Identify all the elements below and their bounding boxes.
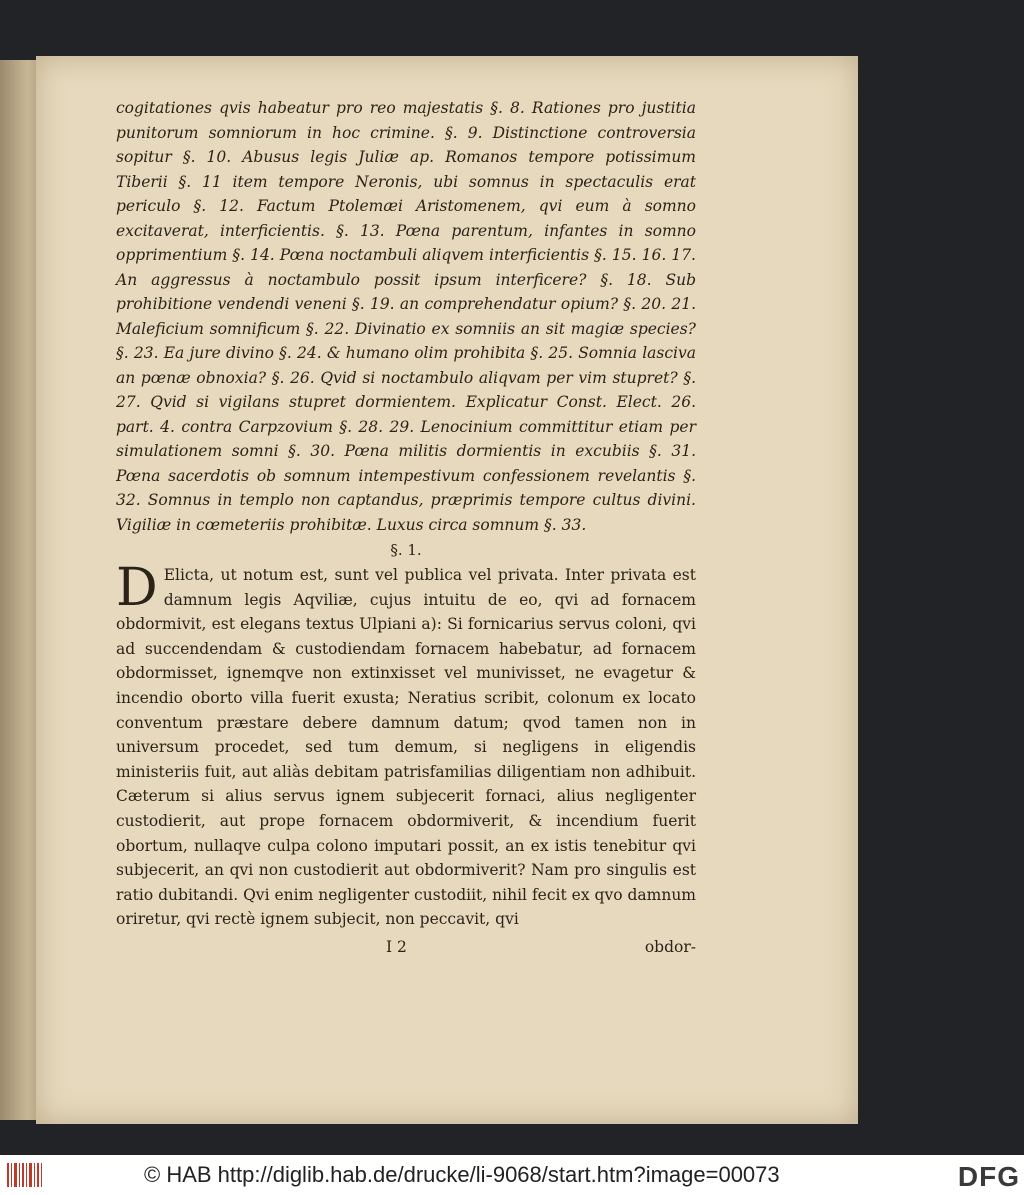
barcode-icon — [6, 1161, 46, 1189]
section-mark: §. 1. — [390, 541, 422, 559]
page-foot — [116, 938, 696, 964]
body-paragraph — [116, 558, 696, 932]
chapter-summary: cogitationes qvis habeatur pro reo majestatis §. 8. Rationes pro justitia punitorum somniorum in hoc crimine. §. 9. Distinctione controversia sopitur §. 10. Abusus legis Juliæ ap. Romanos tempore potissimum Tiberii §. 11 item tempore Neronis, ubi somnus in spectaculis erat periculo §. 12. Factum Ptolemæi Aristomenem, qvi eum à somno excitaverat, interficientis. §. 13. Pœna parentum, infantes in somno opprimentium §. 14. Pœna noctambuli aliqvem interficientis §. 15. 16. 17. An aggressus à noctambulo possit ipsum interficere? §. 18. Sub prohibitione vendendi veneni §. 19. an comprehendatur opium? §. 20. 21. Maleficium somnificum §. 22. Divinatio ex somniis an sit magiæ species? §. 23. Ea jure divino §. 24. & humano olim prohibita §. 25. Somnia lasciva an pœnæ obnoxia? §. 26. Qvid si noctambulo aliqvam per vim stupret? §. 27. Qvid si vigilans stupret dormientem. Explicatur Const. Elect. 26. part. 4. contra Carpzovium §. 28. 29. Lenocinium committitur etiam per simulationem somni §. 30. Pœna militis dormientis in excubiis §. 31. Pœna sacerdotis ob somnum intempestivum confessionem revelantis §. 32. Somnus in templo non captandus, præprimis tempore cultus divini. Vigiliæ in cœmeteriis prohibitæ. Luxus circa somnum §. 33. — [116, 99, 696, 534]
body-text: Elicta, ut notum est, sunt vel publica vel privata. Inter privata est damnum legis Aqviliæ, cujus intuitu de eo, qvi ad fornacem obdormivit, est elegans textus Ulpiani a): Si fornicarius servus coloni, qvi ad succendendam & custodiendam fornacem habebatur, ad fornacem obdormisset, ignemqve non extinxisset vel munivisset, ne evagetur & incendio oborto villa fuerit exusta; Neratius scribit, colonum ex locato conventum præstare debere damnum datum; qvod tamen non in universum procedet, sed tum demum, si negligens in eligendis ministeriis fuit, aut aliàs debitam patrisfamilias diligentiam non adhibuit. Cæterum si alius servus ignem subjecerit fornaci, alius negligenter custodierit, aut prope fornacem obdormiverit, & incendium fuerit obortum, nullaqve culpa colono imputari possit, an ex istis tenebitur qvi subjecerit, an qvi non custodierit aut obdormiverit? Nam pro singulis est ratio dubitandi. Qvi enim negligenter custodiit, nihil fecit ex qvo damnum oriretur, qvi rectè ignem subjecit, non peccavit, qvi — [116, 566, 696, 929]
catchword: obdor- — [644, 937, 696, 956]
dfg-logo: DFG — [957, 1161, 1020, 1192]
dropcap-letter: D — [116, 558, 158, 618]
copyright-url[interactable]: © HAB http://diglib.hab.de/drucke/li-9068/start.htm?image=00073 — [144, 1162, 780, 1187]
footer-bar — [0, 1155, 1024, 1195]
page-text-block — [116, 96, 696, 964]
signature-mark: I 2 — [386, 937, 407, 956]
book-page — [36, 56, 858, 1124]
